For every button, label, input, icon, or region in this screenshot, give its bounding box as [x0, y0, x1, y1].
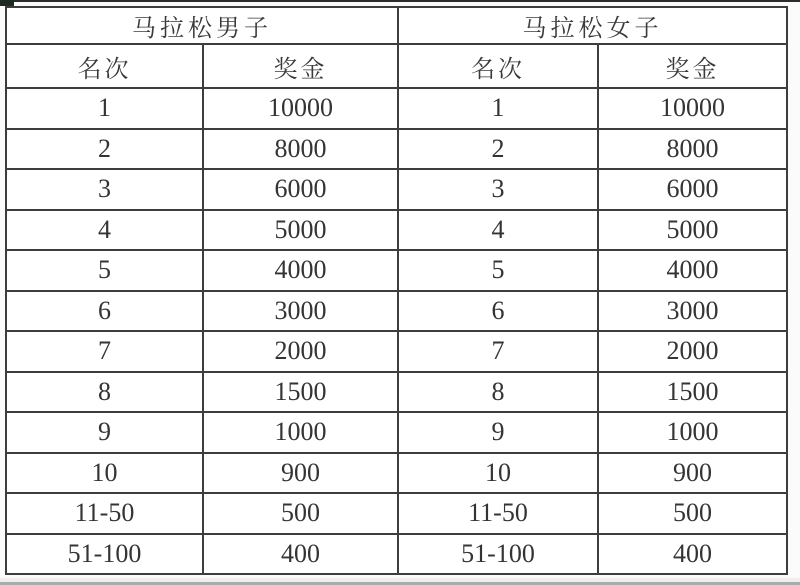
table-row — [6, 412, 787, 453]
women-prize-cell: 1000 — [598, 412, 787, 453]
men-prize-column-header: 奖金 — [203, 44, 398, 88]
women-prize-cell: 1500 — [598, 372, 787, 413]
table-row — [6, 88, 787, 129]
table-row — [6, 250, 787, 291]
top-edge-line — [0, 0, 800, 2]
men-rank-cell: 4 — [6, 210, 203, 251]
men-prize-cell: 10000 — [203, 88, 398, 129]
women-rank-cell: 11-50 — [398, 493, 598, 534]
men-rank-cell: 2 — [6, 129, 203, 170]
women-prize-cell: 8000 — [598, 129, 787, 170]
men-rank-cell: 7 — [6, 331, 203, 372]
table-row — [6, 534, 787, 575]
men-prize-cell: 400 — [203, 534, 398, 575]
group-header-row — [6, 7, 787, 44]
table-row — [6, 129, 787, 170]
men-rank-cell: 5 — [6, 250, 203, 291]
men-group-header: 马拉松男子 — [6, 7, 398, 44]
table-row — [6, 493, 787, 534]
women-rank-cell: 4 — [398, 210, 598, 251]
table-row — [6, 169, 787, 210]
table-row — [6, 453, 787, 494]
men-prize-cell: 4000 — [203, 250, 398, 291]
women-rank-cell: 51-100 — [398, 534, 598, 575]
women-rank-cell: 1 — [398, 88, 598, 129]
men-prize-cell: 1000 — [203, 412, 398, 453]
women-prize-cell: 3000 — [598, 291, 787, 332]
women-rank-cell: 2 — [398, 129, 598, 170]
women-rank-cell: 9 — [398, 412, 598, 453]
table-row — [6, 291, 787, 332]
column-header-row — [6, 44, 787, 88]
table-row — [6, 210, 787, 251]
men-prize-cell: 8000 — [203, 129, 398, 170]
men-prize-cell: 500 — [203, 493, 398, 534]
women-prize-cell: 900 — [598, 453, 787, 494]
table-row — [6, 372, 787, 413]
women-rank-cell: 5 — [398, 250, 598, 291]
marathon-prize-table — [5, 6, 788, 575]
women-prize-cell: 500 — [598, 493, 787, 534]
women-prize-cell: 2000 — [598, 331, 787, 372]
women-prize-cell: 10000 — [598, 88, 787, 129]
women-prize-cell: 6000 — [598, 169, 787, 210]
women-rank-cell: 7 — [398, 331, 598, 372]
men-prize-cell: 3000 — [203, 291, 398, 332]
men-prize-cell: 2000 — [203, 331, 398, 372]
women-rank-cell: 8 — [398, 372, 598, 413]
women-rank-cell: 6 — [398, 291, 598, 332]
women-prize-column-header: 奖金 — [598, 44, 787, 88]
men-rank-cell: 11-50 — [6, 493, 203, 534]
men-rank-cell: 6 — [6, 291, 203, 332]
table-row — [6, 331, 787, 372]
women-rank-cell: 10 — [398, 453, 598, 494]
men-rank-cell: 10 — [6, 453, 203, 494]
men-rank-cell: 51-100 — [6, 534, 203, 575]
men-rank-cell: 9 — [6, 412, 203, 453]
women-group-header: 马拉松女子 — [398, 7, 787, 44]
men-prize-cell: 900 — [203, 453, 398, 494]
men-prize-cell: 1500 — [203, 372, 398, 413]
men-rank-cell: 3 — [6, 169, 203, 210]
women-prize-cell: 4000 — [598, 250, 787, 291]
prize-table-body — [6, 88, 787, 574]
men-prize-cell: 5000 — [203, 210, 398, 251]
men-rank-cell: 1 — [6, 88, 203, 129]
women-prize-cell: 5000 — [598, 210, 787, 251]
women-rank-cell: 3 — [398, 169, 598, 210]
women-prize-cell: 400 — [598, 534, 787, 575]
men-prize-cell: 6000 — [203, 169, 398, 210]
men-rank-cell: 8 — [6, 372, 203, 413]
bottom-edge-strip — [0, 578, 800, 585]
men-rank-column-header: 名次 — [6, 44, 203, 88]
women-rank-column-header: 名次 — [398, 44, 598, 88]
